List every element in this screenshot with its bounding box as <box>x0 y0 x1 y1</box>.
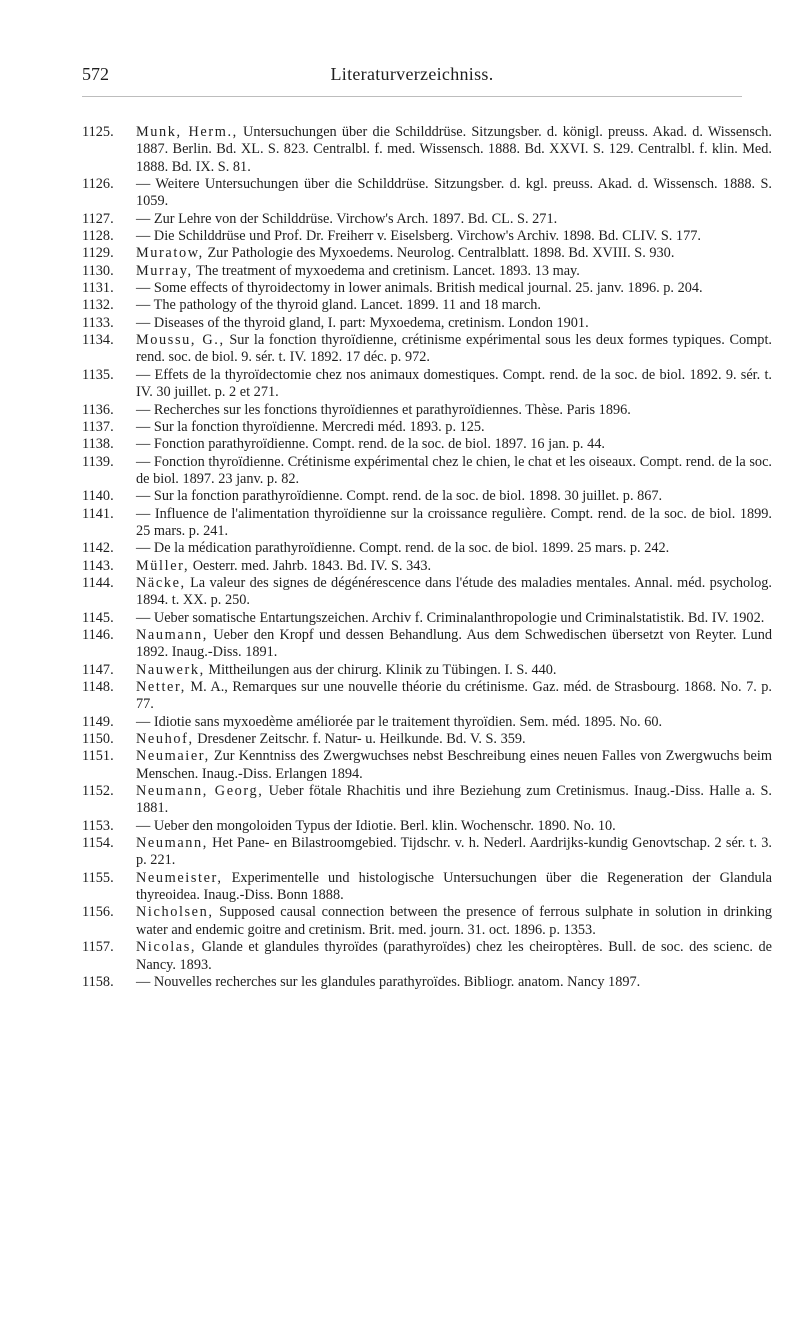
entry-text: The treatment of myxoedema and cretinism. Lancet. 1893. 13 may. <box>196 262 580 279</box>
bibliography-entry <box>82 176 772 211</box>
bibliography-entry <box>82 488 772 505</box>
bibliography-entry <box>82 332 772 367</box>
entry-author: Murray, <box>136 262 193 279</box>
bibliography-entry <box>82 558 772 575</box>
entry-text: Het Pane- en Bilastroomgebied. Tijdschr. v. h. Nederl. Aardrijks-kundig Genovtschap. 2 sér. t. 3. p. 221. <box>136 835 772 869</box>
entry-number: 1135. <box>82 366 114 383</box>
entry-text: Ueber fötale Rhachitis und ihre Beziehung zum Cretinismus. Inaug.-Diss. Halle a. S. 1881. <box>136 783 773 817</box>
entry-text: La valeur des signes de dégénérescence dans l'étude des maladies mentales. Annal. méd. psycholog. 1894. t. XX. p. 250. <box>136 574 773 609</box>
entry-number: 1134. <box>82 332 114 349</box>
bibliography-entry <box>82 939 772 974</box>
entry-number: 1146. <box>82 626 114 643</box>
entry-text: — Recherches sur les fonctions thyroïdiennes et parathyroïdiennes. Thèse. Paris 1896. <box>136 401 631 418</box>
bibliography-entry <box>82 124 772 176</box>
bibliography-list <box>82 124 772 991</box>
bibliography-entry <box>82 367 772 402</box>
entry-author: Nicolas, <box>136 939 197 956</box>
bibliography-entry <box>82 436 772 453</box>
entry-number: 1142. <box>82 540 114 557</box>
entry-text: Zur Kenntniss des Zwergwuchses nebst Beschreibung eines neuen Falles von Zwergwuchs beim Menschen. Inaug.-Diss. Erlangen 1894. <box>136 748 772 782</box>
entry-text: — Diseases of the thyroid gland, I. part: Myxoedema, cretinism. London 1901. <box>136 314 589 331</box>
entry-author: Neuhof, <box>136 731 194 748</box>
bibliography-entry <box>82 818 772 835</box>
bibliography-entry <box>82 610 772 627</box>
entry-number: 1157. <box>82 939 114 956</box>
bibliography-entry <box>82 783 772 818</box>
entry-text: — Die Schilddrüse und Prof. Dr. Freiherr v. Eiselsberg. Virchow's Archiv. 1898. Bd. CLIV. S. 177. <box>136 228 701 245</box>
entry-text: Zur Pathologie des Myxoedems. Neurolog. Centralblatt. 1898. Bd. XVIII. S. 930. <box>207 245 675 262</box>
entry-text: — De la médication parathyroïdienne. Compt. rend. de la soc. de biol. 1899. 25 mars. p. 242. <box>136 540 670 557</box>
bibliography-entry <box>82 627 772 662</box>
entry-text: — The pathology of the thyroid gland. Lancet. 1899. 11 and 18 march. <box>136 297 541 314</box>
entry-text: — Ueber den mongoloiden Typus der Idiotie. Berl. klin. Wochenschr. 1890. No. 10. <box>136 817 616 834</box>
bibliography-entry <box>82 228 772 245</box>
entry-text: — Influence de l'alimentation thyroïdienne sur la croissance regulière. Compt. rend. de la soc. de biol. 1899. 25 mars. p. 241. <box>136 505 772 539</box>
entry-number: 1141. <box>82 505 114 522</box>
entry-author: Näcke, <box>136 574 186 591</box>
entry-number: 1143. <box>82 557 114 574</box>
entry-text: — Nouvelles recherches sur les glandules parathyroïdes. Bibliogr. anatom. Nancy 1897. <box>136 973 641 990</box>
entry-number: 1138. <box>82 436 114 453</box>
entry-text: — Idiotie sans myxoedème améliorée par le traitement thyroïdien. Sem. méd. 1895. No. 60. <box>136 713 663 730</box>
entry-number: 1136. <box>82 401 114 418</box>
entry-number: 1153. <box>82 817 114 834</box>
entry-text: — Effets de la thyroïdectomie chez nos animaux domestiques. Compt. rend. de la soc. de biol. 1892. 9. sér. t. IV. 30 juillet. p. 2 et 271. <box>136 366 772 401</box>
entry-number: 1133. <box>82 314 114 331</box>
entry-text: — Sur la fonction parathyroïdienne. Compt. rend. de la soc. de biol. 1898. 30 juillet. p. 867. <box>136 488 663 505</box>
bibliography-entry <box>82 402 772 419</box>
bibliography-entry <box>82 835 772 870</box>
bibliography-entry <box>82 748 772 783</box>
bibliography-entry <box>82 506 772 541</box>
entry-text: Sur la fonction thyroïdienne, crétinisme expérimental sous les deux formes typiques. Compt. rend. soc. de biol. 9. sér. t. IV. 1892. 17 déc. p. 972. <box>136 332 772 366</box>
page-header <box>82 64 742 88</box>
entry-number: 1149. <box>82 713 114 730</box>
entry-number: 1150. <box>82 731 114 748</box>
entry-text: Supposed causal connection between the presence of ferrous sulphate in solution in drinking water and endemic goitre and cretinism. Brit. med. journ. 31. oct. 1896. p. 1353. <box>136 904 772 938</box>
bibliography-entry <box>82 904 772 939</box>
entry-text: Dresdener Zeitschr. f. Natur- u. Heilkunde. Bd. V. S. 359. <box>197 731 526 748</box>
entry-author: Munk, Herm., <box>136 124 238 140</box>
entry-author: Naumann, <box>136 626 208 643</box>
bibliography-entry <box>82 575 772 610</box>
bibliography-entry <box>82 714 772 731</box>
bibliography-entry <box>82 297 772 314</box>
entry-number: 1132. <box>82 297 114 314</box>
page-number: 572 <box>82 64 109 84</box>
entry-number: 1145. <box>82 609 114 626</box>
entry-number: 1126. <box>82 176 114 193</box>
entry-text: — Some effects of thyroidectomy in lower animals. British medical journal. 25. janv. 1896. p. 204. <box>136 280 703 297</box>
entry-text: — Ueber somatische Entartungszeichen. Archiv f. Criminalanthropologie und Criminalstatistik. Bd. IV. 1902. <box>136 609 765 626</box>
entry-author: Moussu, G., <box>136 332 225 349</box>
entry-number: 1152. <box>82 783 114 800</box>
entry-author: Müller, <box>136 557 190 574</box>
entry-number: 1139. <box>82 453 114 470</box>
bibliography-entry <box>82 263 772 280</box>
entry-text: Experimentelle und histologische Untersuchungen über die Regeneration der Glandula thyreoidea. Inaug.-Diss. Bonn 1888. <box>136 869 772 904</box>
entry-text: M. A., Remarques sur une nouvelle théorie du crétinisme. Gaz. méd. de Strasbourg. 1868. No. 7. p. 77. <box>136 679 772 713</box>
bibliography-entry <box>82 870 772 905</box>
entry-number: 1128. <box>82 228 114 245</box>
bibliography-entry <box>82 679 772 714</box>
running-title: Literaturverzeichniss. <box>330 64 494 84</box>
bibliography-entry <box>82 419 772 436</box>
bibliography-entry <box>82 315 772 332</box>
entry-author: Neumann, <box>136 835 208 852</box>
entry-text: — Zur Lehre von der Schilddrüse. Virchow's Arch. 1897. Bd. CL. S. 271. <box>136 210 558 227</box>
entry-number: 1154. <box>82 835 114 852</box>
entry-text: Oesterr. med. Jahrb. 1843. Bd. IV. S. 343. <box>192 557 432 574</box>
bibliography-entry <box>82 974 772 991</box>
bibliography-entry <box>82 662 772 679</box>
entry-author: Neumeister, <box>136 869 223 886</box>
entry-number: 1130. <box>82 262 114 279</box>
entry-text: Mittheilungen aus der chirurg. Klinik zu Tübingen. I. S. 440. <box>208 661 557 678</box>
entry-text: — Fonction parathyroïdienne. Compt. rend. de la soc. de biol. 1897. 16 jan. p. 44. <box>136 436 605 453</box>
bibliography-entry <box>82 454 772 489</box>
entry-number: 1151. <box>82 748 114 765</box>
entry-author: Nicholsen, <box>136 904 214 921</box>
entry-text: Glande et glandules thyroïdes (parathyroïdes) chez les cheiroptères. Bull. de soc. des scienc. de Nancy. 1893. <box>136 939 773 973</box>
entry-text: Ueber den Kropf und dessen Behandlung. Aus dem Schwedischen übersetzt von Reyter. Lund 1892. Inaug.-Diss. 1891. <box>136 626 772 661</box>
entry-number: 1131. <box>82 280 114 297</box>
entry-number: 1148. <box>82 679 114 695</box>
entry-text: — Sur la fonction thyroïdienne. Mercredi méd. 1893. p. 125. <box>136 418 485 435</box>
entry-author: Muratow, <box>136 245 204 262</box>
entry-number: 1156. <box>82 904 114 921</box>
entry-author: Netter, <box>136 679 186 695</box>
entry-text: Untersuchungen über die Schilddrüse. Sitzungsber. d. königl. preuss. Akad. d. Wissensch. 1887. Berlin. Bd. XL. S. 823. Centralbl. f. med. Wissensch. 1888. Bd. XXVI. S. 129. Centralbl. f. klin. Med. 1888. Bd. IX. S. 81. <box>136 124 772 175</box>
entry-number: 1158. <box>82 973 114 990</box>
header-rule <box>82 96 742 97</box>
bibliography-entry <box>82 731 772 748</box>
bibliography-entry <box>82 211 772 228</box>
entry-number: 1155. <box>82 869 114 886</box>
entry-text: — Fonction thyroïdienne. Crétinisme expérimental chez le chien, le chat et les oiseaux. Compt. rend. de la soc. de biol. 1897. 23 janv. p. 82. <box>136 453 772 487</box>
entry-number: 1129. <box>82 245 114 262</box>
entry-text: — Weitere Untersuchungen über die Schilddrüse. Sitzungsber. d. kgl. preuss. Akad. d. Wissensch. 1888. S. 1059. <box>136 176 772 210</box>
bibliography-entry <box>82 280 772 297</box>
entry-author: Neumaier, <box>136 748 210 765</box>
entry-number: 1127. <box>82 210 114 227</box>
bibliography-entry <box>82 540 772 557</box>
entry-number: 1137. <box>82 418 114 435</box>
entry-number: 1147. <box>82 661 114 678</box>
entry-number: 1144. <box>82 574 114 591</box>
bibliography-entry <box>82 245 772 262</box>
entry-number: 1140. <box>82 488 114 505</box>
entry-author: Neumann, Georg, <box>136 783 264 800</box>
entry-author: Nauwerk, <box>136 661 205 678</box>
entry-number: 1125. <box>82 124 114 140</box>
